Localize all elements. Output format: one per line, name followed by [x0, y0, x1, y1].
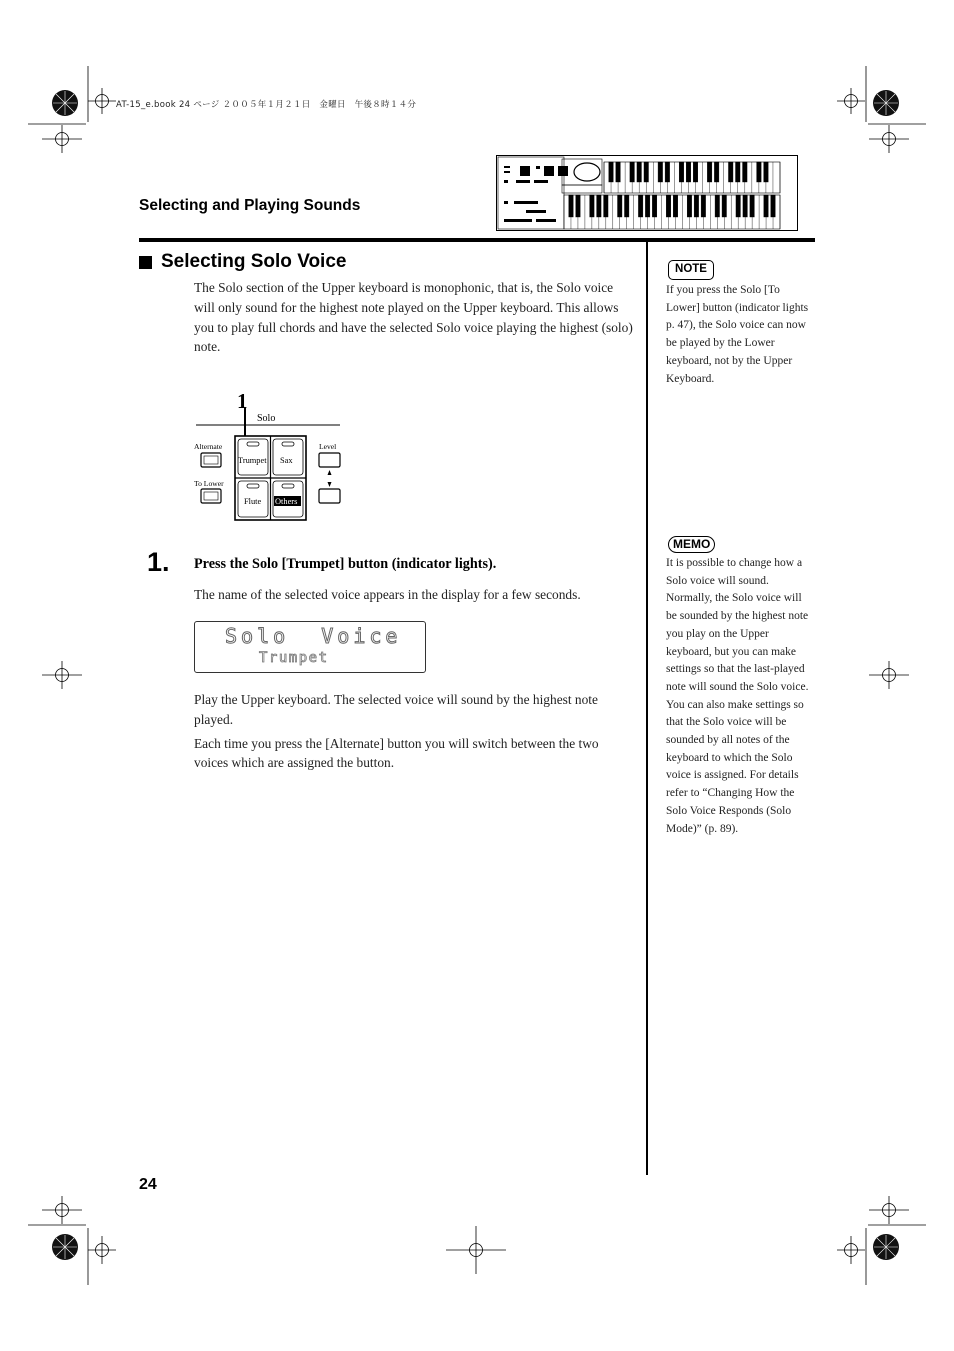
play-text	[194, 690, 634, 777]
lcd-line-2: Trumpet	[259, 650, 329, 666]
play-paragraph: Each time you press the [Alternate] button you will switch between the two voices which are assigned the button.	[194, 735, 599, 771]
sax-button[interactable]	[273, 439, 303, 475]
play-paragraph: Play the Upper keyboard. The selected voice will sound by the highest note played.	[194, 692, 598, 727]
step-text: The name of the selected voice appears in the display for a few seconds.	[194, 587, 581, 602]
flute-button[interactable]	[238, 481, 268, 517]
up-arrow-icon	[328, 470, 332, 475]
level-up-button[interactable]	[319, 453, 340, 467]
page-number: 24	[139, 1176, 157, 1193]
alternate-label: Alternate	[194, 442, 223, 451]
section-title	[139, 251, 346, 273]
step-number: 1.	[147, 547, 170, 577]
file-header: AT-15_e.book 24 ページ ２００５年１月２１日 金曜日 午後８時１４分	[116, 100, 417, 110]
memo-text: It is possible to change how a Solo voice will sound. Normally, the Solo voice will be sounded by the highest note you play on the Upper keyboard, but you can make settings so that the last-played note will sound the Solo voice. You can also make settings so that the Solo voice will be sounded by all notes of the keyboard to which the Solo voice is assigned. For details refer to “Changing How the Solo Voice Responds (Solo Mode)” (p. 89).	[666, 557, 809, 835]
to-lower-label: To Lower	[194, 479, 224, 488]
level-label: Level	[319, 442, 337, 451]
trumpet-button[interactable]	[238, 439, 268, 475]
note-badge: NOTE	[668, 260, 714, 280]
svg-text:Others: Others	[275, 497, 298, 506]
memo-badge: MEMO	[668, 536, 715, 553]
svg-text:Trumpet: Trumpet	[238, 456, 267, 465]
intro-paragraph: The Solo section of the Upper keyboard is monophonic, that is, the Solo voice will only sound for the highest note played on the Upper keyboard. This allows you to play full chords and have the selected Solo voice playing the highest (solo) note.	[194, 280, 633, 355]
level-down-button[interactable]	[319, 489, 340, 503]
lcd-line-1: Solo Voice	[225, 624, 402, 648]
column-rule	[646, 242, 648, 1175]
down-arrow-icon	[328, 482, 332, 487]
note-text: If you press the Solo [To Lower] button (indicator lights p. 47), the Solo voice can now be played by the Lower keyboard, not by the Upper Keyboard.	[666, 284, 809, 385]
section-title-text: Selecting Solo Voice	[161, 251, 347, 272]
solo-group-label: Solo	[257, 413, 276, 424]
step-heading: Press the Solo [Trumpet] button (indicator lights).	[194, 556, 497, 572]
lcd-display	[194, 621, 426, 673]
svg-text:Sax: Sax	[280, 456, 293, 465]
organ-thumbnail	[496, 155, 799, 232]
running-head: Selecting and Playing Sounds	[139, 197, 361, 214]
solo-panel-diagram	[192, 386, 344, 524]
header-rule	[139, 238, 815, 242]
lower-keys	[564, 195, 780, 229]
square-bullet-icon	[139, 256, 152, 269]
callout-number: 1	[237, 389, 248, 413]
others-button[interactable]	[273, 481, 303, 517]
svg-text:Flute: Flute	[244, 497, 262, 506]
